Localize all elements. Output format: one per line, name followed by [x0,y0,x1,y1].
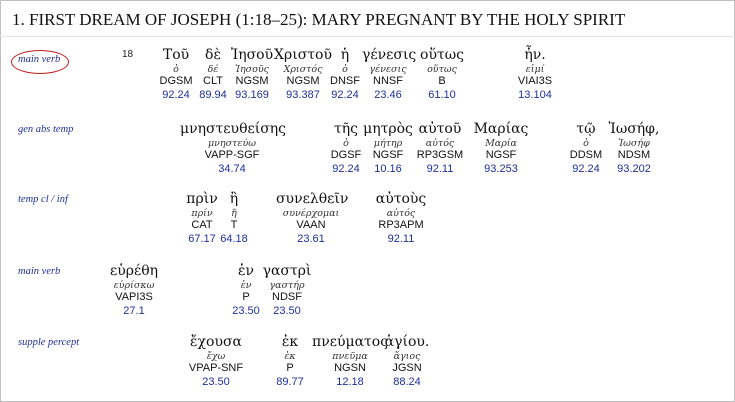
parse-code: NGSF [485,149,517,161]
greek-word: ἐκ [281,334,299,350]
greek-word: ἔχουσα [190,334,242,350]
domain-code: 23.50 [202,376,230,388]
parse-code: P [242,291,250,303]
greek-word: αὐτοῦ [418,121,462,137]
domain-code: 23.61 [297,233,325,245]
lemma: δέ [207,64,219,75]
word-block [104,262,164,318]
lemma: ἤ [231,208,237,219]
lemma: ὁ [583,138,589,149]
greek-word: ἡ [340,47,350,63]
domain-code: 61.10 [428,89,456,101]
word-block [472,120,530,176]
lemma: Ἰησοῦς [235,64,269,75]
word-block [326,120,366,176]
lemma: ὁ [173,64,179,75]
domain-code: 93.169 [235,89,269,101]
lemma: μνηστεύω [207,138,256,149]
parse-code: RP3APM [378,219,424,231]
greek-word: ἢ [229,191,239,207]
domain-code: 23.50 [232,305,260,317]
greek-word: Μαρίας [473,121,529,137]
word-block [506,46,564,102]
parse-code: T [230,219,238,231]
word-block [362,46,417,102]
parse-code: VPAP-SNF [188,362,244,374]
domain-code: 93.202 [617,163,651,175]
word-block [272,333,308,389]
domain-code: 93.253 [484,163,518,175]
parse-code: VAPI3S [115,291,153,303]
greek-word: ἦν. [524,47,546,63]
domain-code: 64.18 [220,233,248,245]
greek-word: πρὶν [186,191,218,207]
greek-word: γένεσις [362,47,417,63]
word-block [178,333,254,389]
lemma: Μαρία [485,138,517,149]
parse-code: NDSF [272,291,302,303]
lemma: ἐκ [284,351,296,362]
parse-code: CAT [191,219,213,231]
word-block [274,46,332,102]
parse-code: VIAI3S [517,75,553,87]
greek-word: συνελθεῖν [276,191,349,207]
greek-word: εὑρέθη [109,263,159,279]
word-block [410,120,470,176]
lemma: γένεσις [369,64,407,75]
word-block [326,46,364,102]
parse-code: NDSM [617,149,651,161]
greek-word: Τοῦ [162,47,190,63]
greek-word: οὕτως [420,47,464,63]
greek-word: ἁγίου. [384,334,430,350]
word-block [180,120,287,176]
lemma: πρίν [191,208,213,219]
lemma: εὑρίσκω [113,280,155,291]
domain-code: 92.24 [162,89,190,101]
word-block [362,120,414,176]
word-block [262,262,312,318]
domain-code: 10.16 [374,163,402,175]
parse-code: P [286,362,294,374]
domain-code: 23.50 [273,305,301,317]
domain-code: 67.17 [188,233,216,245]
word-block [230,46,274,102]
domain-code: 34.74 [218,163,246,175]
word-block [276,190,349,246]
greek-word: μνηστευθείσης [180,121,287,137]
title-divider [0,36,735,37]
word-block [370,190,432,246]
parse-code: B [438,75,446,87]
page-title: 1. FIRST DREAM OF JOSEPH (1:18–25): MARY PREGNANT BY THE HOLY SPIRIT [12,10,626,29]
lemma: πνεῦμα [332,351,368,362]
row-label-temp-cl-inf: temp cl / inf [18,194,68,205]
greek-word: Ἰησοῦ [230,47,274,63]
domain-code: 92.24 [332,163,360,175]
word-block [196,46,230,102]
domain-code: 12.18 [336,376,364,388]
domain-code: 13.104 [518,89,552,101]
domain-code: 23.46 [374,89,402,101]
greek-word: γαστρὶ [262,263,312,279]
parse-code: NGSM [286,75,320,87]
lemma: Ἰωσήφ [618,138,650,149]
domain-code: 92.11 [426,163,454,175]
greek-word: αὐτοὺς [375,191,427,207]
greek-word: Χριστοῦ [274,47,332,63]
lemma: Χριστός [283,64,323,75]
row-label-supple-percept: supple percept [18,337,80,348]
greek-word: τῷ [576,121,596,137]
domain-code: 89.77 [276,376,304,388]
lemma: γαστήρ [269,280,305,291]
parse-code: DGSF [330,149,362,161]
lemma: μήτηρ [373,138,403,149]
greek-word: πνεύματος [312,334,389,350]
lemma: ἔχω [206,351,226,362]
lemma: εἰμί [525,64,545,75]
lemma: ὁ [343,138,349,149]
parse-code: NGSM [235,75,269,87]
verse-number: 18 [122,49,134,60]
parse-code: DGSM [159,75,193,87]
lemma: ὁ [342,64,348,75]
parse-code: NGSF [372,149,404,161]
parse-code: NNSF [373,75,403,87]
word-block [418,46,466,102]
parse-code: CLT [203,75,223,87]
row-label-main-verb-2: main verb [18,266,61,277]
word-block [182,190,222,246]
word-block [606,120,662,176]
greek-word: τῆς [334,121,358,137]
parse-code: RP3GSM [416,149,464,161]
domain-code: 89.94 [199,89,227,101]
greek-word: μητρὸς [363,121,413,137]
parse-code: VAAN [296,219,326,231]
lemma: αὐτός [425,138,455,149]
greek-word: δὲ [205,47,221,63]
greek-word: Ἰωσήφ, [608,121,660,137]
domain-code: 92.24 [331,89,359,101]
lemma: συνέρχομαι [282,208,340,219]
greek-word: ἐν [237,263,255,279]
lemma: ἅγιος [393,351,421,362]
lemma: οὕτως [427,64,457,75]
parse-code: DNSF [330,75,360,87]
word-block [566,120,606,176]
lemma: ἐν [240,280,252,291]
domain-code: 93.387 [286,89,320,101]
domain-code: 92.24 [572,163,600,175]
lemma: αὐτός [386,208,416,219]
row-label-main-verb: main verb [18,54,61,65]
domain-code: 88.24 [393,376,421,388]
domain-code: 92.11 [387,233,415,245]
parse-code: DDSM [569,149,603,161]
parse-code: JGSN [392,362,422,374]
word-block [228,262,264,318]
word-block [380,333,434,389]
word-block [312,333,388,389]
row-label-gen-abs-temp: gen abs temp [18,124,74,135]
parse-code: NGSN [334,362,366,374]
word-block [156,46,196,102]
word-block [218,190,250,246]
domain-code: 27.1 [123,305,145,317]
parse-code: VAPP-SGF [204,149,260,161]
